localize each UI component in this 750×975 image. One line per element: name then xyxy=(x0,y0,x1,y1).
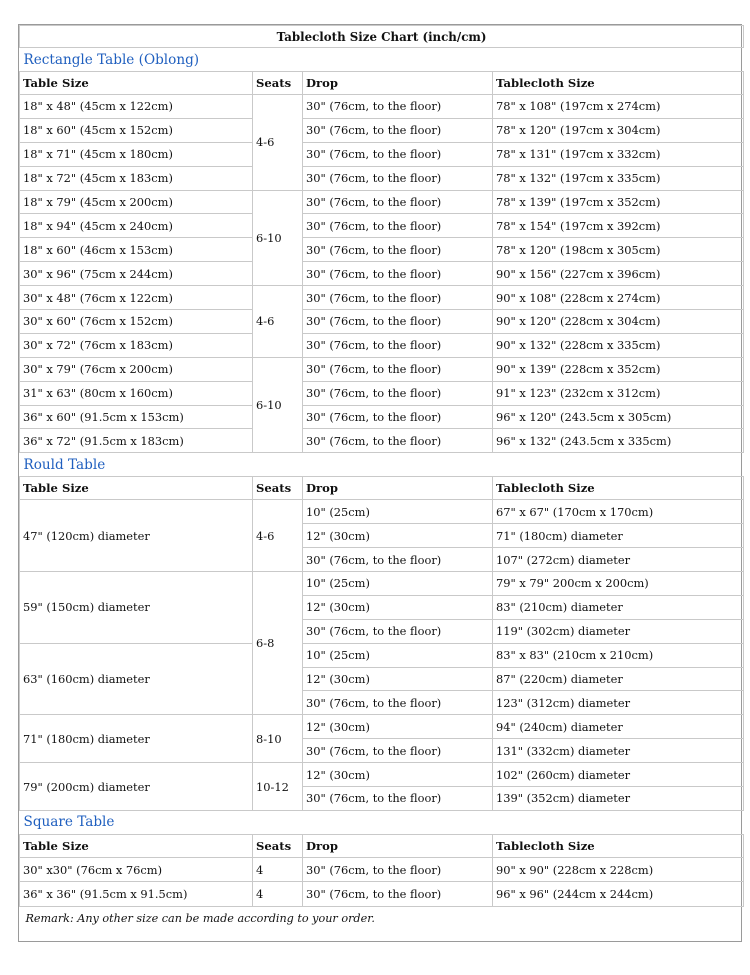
drop-cell: 30" (76cm, to the floor) xyxy=(303,142,493,166)
tablecloth-size-cell: 131" (332cm) diameter xyxy=(493,739,744,763)
tablecloth-size-cell: 78" x 120" (198cm x 305cm) xyxy=(493,238,744,262)
table-size-cell: 59" (150cm) diameter xyxy=(20,572,253,644)
drop-cell: 30" (76cm, to the floor) xyxy=(303,405,493,429)
table-row xyxy=(20,381,744,405)
round-section-heading: Rould Table xyxy=(20,453,744,477)
tablecloth-size-cell: 83" x 83" (210cm x 210cm) xyxy=(493,643,744,667)
tablecloth-size-cell: 78" x 154" (197cm x 392cm) xyxy=(493,214,744,238)
tablecloth-size-cell: 90" x 156" (227cm x 396cm) xyxy=(493,262,744,286)
tablecloth-size-cell: 119" (302cm) diameter xyxy=(493,619,744,643)
tablecloth-size-cell: 78" x 131" (197cm x 332cm) xyxy=(493,142,744,166)
table-size-cell: 36" x 72" (91.5cm x 183cm) xyxy=(20,429,253,453)
header-table-size: Table Size xyxy=(20,834,253,857)
drop-cell: 10" (25cm) xyxy=(303,500,493,524)
drop-cell: 30" (76cm, to the floor) xyxy=(303,357,493,381)
header-drop: Drop xyxy=(303,834,493,857)
tablecloth-size-cell: 139" (352cm) diameter xyxy=(493,787,744,811)
seats-cell: 10-12 xyxy=(253,763,303,811)
table-row xyxy=(20,643,744,667)
table-row xyxy=(20,262,744,286)
square-header-row xyxy=(20,834,744,857)
tablecloth-size-cell: 90" x 132" (228cm x 335cm) xyxy=(493,333,744,357)
table-row xyxy=(20,214,744,238)
table-size-cell: 30" x 60" (76cm x 152cm) xyxy=(20,310,253,334)
table-row xyxy=(20,857,744,882)
tablecloth-size-cell: 102" (260cm) diameter xyxy=(493,763,744,787)
table-size-cell: 30" x30" (76cm x 76cm) xyxy=(20,857,253,882)
tablecloth-size-cell: 78" x 108" (197cm x 274cm) xyxy=(493,95,744,119)
tablecloth-size-cell: 94" (240cm) diameter xyxy=(493,715,744,739)
header-seats: Seats xyxy=(253,72,303,95)
drop-cell: 12" (30cm) xyxy=(303,763,493,787)
seats-cell: 4-6 xyxy=(253,95,303,191)
table-size-cell: 30" x 72" (76cm x 183cm) xyxy=(20,333,253,357)
seats-cell: 4 xyxy=(253,882,303,907)
drop-cell: 30" (76cm, to the floor) xyxy=(303,548,493,572)
table-size-cell: 30" x 96" (75cm x 244cm) xyxy=(20,262,253,286)
header-drop: Drop xyxy=(303,477,493,500)
table-size-cell: 36" x 60" (91.5cm x 153cm) xyxy=(20,405,253,429)
seats-cell: 4-6 xyxy=(253,286,303,358)
tablecloth-size-cell: 91" x 123" (232cm x 312cm) xyxy=(493,381,744,405)
table-row xyxy=(20,166,744,190)
tablecloth-size-cell: 71" (180cm) diameter xyxy=(493,524,744,548)
table-size-cell: 18" x 72" (45cm x 183cm) xyxy=(20,166,253,190)
header-drop: Drop xyxy=(303,72,493,95)
tablecloth-size-cell: 78" x 132" (197cm x 335cm) xyxy=(493,166,744,190)
tablecloth-size-cell: 67" x 67" (170cm x 170cm) xyxy=(493,500,744,524)
tablecloth-size-cell: 107" (272cm) diameter xyxy=(493,548,744,572)
drop-cell: 30" (76cm, to the floor) xyxy=(303,310,493,334)
tablecloth-size-cell: 83" (210cm) diameter xyxy=(493,595,744,619)
table-size-cell: 18" x 48" (45cm x 122cm) xyxy=(20,95,253,119)
table-row xyxy=(20,357,744,381)
drop-cell: 30" (76cm, to the floor) xyxy=(303,691,493,715)
drop-cell: 30" (76cm, to the floor) xyxy=(303,333,493,357)
drop-cell: 30" (76cm, to the floor) xyxy=(303,262,493,286)
tablecloth-size-cell: 90" x 108" (228cm x 274cm) xyxy=(493,286,744,310)
table-row xyxy=(20,405,744,429)
tablecloth-size-cell: 79" x 79" 200cm x 200cm) xyxy=(493,572,744,596)
table-size-cell: 31" x 63" (80cm x 160cm) xyxy=(20,381,253,405)
drop-cell: 30" (76cm, to the floor) xyxy=(303,429,493,453)
tablecloth-size-chart xyxy=(18,24,742,942)
size-chart-table xyxy=(19,25,744,930)
table-size-cell: 18" x 60" (46cm x 153cm) xyxy=(20,238,253,262)
drop-cell: 12" (30cm) xyxy=(303,715,493,739)
table-row xyxy=(20,95,744,119)
drop-cell: 30" (76cm, to the floor) xyxy=(303,381,493,405)
seats-cell: 6-10 xyxy=(253,190,303,286)
tablecloth-size-cell: 90" x 90" (228cm x 228cm) xyxy=(493,857,744,882)
header-seats: Seats xyxy=(253,477,303,500)
drop-cell: 12" (30cm) xyxy=(303,667,493,691)
tablecloth-size-cell: 90" x 139" (228cm x 352cm) xyxy=(493,357,744,381)
drop-cell: 30" (76cm, to the floor) xyxy=(303,882,493,907)
table-row xyxy=(20,118,744,142)
drop-cell: 12" (30cm) xyxy=(303,524,493,548)
table-size-cell: 79" (200cm) diameter xyxy=(20,763,253,811)
table-size-cell: 47" (120cm) diameter xyxy=(20,500,253,572)
tablecloth-size-cell: 96" x 96" (244cm x 244cm) xyxy=(493,882,744,907)
rectangle-section-heading: Rectangle Table (Oblong) xyxy=(20,48,744,72)
table-row xyxy=(20,333,744,357)
drop-cell: 30" (76cm, to the floor) xyxy=(303,118,493,142)
table-row xyxy=(20,286,744,310)
drop-cell: 30" (76cm, to the floor) xyxy=(303,166,493,190)
table-row xyxy=(20,142,744,166)
tablecloth-size-cell: 78" x 139" (197cm x 352cm) xyxy=(493,190,744,214)
table-row xyxy=(20,500,744,524)
header-tablecloth-size: Tablecloth Size xyxy=(493,834,744,857)
drop-cell: 30" (76cm, to the floor) xyxy=(303,286,493,310)
drop-cell: 30" (76cm, to the floor) xyxy=(303,214,493,238)
table-size-cell: 30" x 48" (76cm x 122cm) xyxy=(20,286,253,310)
drop-cell: 30" (76cm, to the floor) xyxy=(303,857,493,882)
header-tablecloth-size: Tablecloth Size xyxy=(493,477,744,500)
header-seats: Seats xyxy=(253,834,303,857)
square-section-heading: Square Table xyxy=(20,810,744,834)
table-size-cell: 18" x 94" (45cm x 240cm) xyxy=(20,214,253,238)
header-table-size: Table Size xyxy=(20,72,253,95)
table-row xyxy=(20,238,744,262)
table-size-cell: 36" x 36" (91.5cm x 91.5cm) xyxy=(20,882,253,907)
drop-cell: 30" (76cm, to the floor) xyxy=(303,787,493,811)
tablecloth-size-cell: 96" x 132" (243.5cm x 335cm) xyxy=(493,429,744,453)
round-header-row xyxy=(20,477,744,500)
tablecloth-size-cell: 78" x 120" (197cm x 304cm) xyxy=(493,118,744,142)
header-table-size: Table Size xyxy=(20,477,253,500)
drop-cell: 30" (76cm, to the floor) xyxy=(303,238,493,262)
table-size-cell: 18" x 79" (45cm x 200cm) xyxy=(20,190,253,214)
table-row xyxy=(20,310,744,334)
drop-cell: 30" (76cm, to the floor) xyxy=(303,619,493,643)
seats-cell: 4-6 xyxy=(253,500,303,572)
table-row xyxy=(20,190,744,214)
table-row xyxy=(20,715,744,739)
drop-cell: 30" (76cm, to the floor) xyxy=(303,95,493,119)
table-size-cell: 63" (160cm) diameter xyxy=(20,643,253,715)
table-row xyxy=(20,572,744,596)
seats-cell: 6-10 xyxy=(253,357,303,453)
drop-cell: 10" (25cm) xyxy=(303,572,493,596)
header-tablecloth-size: Tablecloth Size xyxy=(493,72,744,95)
drop-cell: 30" (76cm, to the floor) xyxy=(303,190,493,214)
tablecloth-size-cell: 96" x 120" (243.5cm x 305cm) xyxy=(493,405,744,429)
seats-cell: 8-10 xyxy=(253,715,303,763)
drop-cell: 12" (30cm) xyxy=(303,595,493,619)
table-row xyxy=(20,763,744,787)
table-size-cell: 18" x 71" (45cm x 180cm) xyxy=(20,142,253,166)
rectangle-header-row xyxy=(20,72,744,95)
seats-cell: 4 xyxy=(253,857,303,882)
seats-cell: 6-8 xyxy=(253,572,303,715)
chart-title: Tablecloth Size Chart (inch/cm) xyxy=(20,26,744,48)
table-size-cell: 71" (180cm) diameter xyxy=(20,715,253,763)
table-row xyxy=(20,882,744,907)
table-size-cell: 30" x 79" (76cm x 200cm) xyxy=(20,357,253,381)
drop-cell: 30" (76cm, to the floor) xyxy=(303,739,493,763)
remark-text: Remark: Any other size can be made according to your order. xyxy=(25,911,375,925)
table-size-cell: 18" x 60" (45cm x 152cm) xyxy=(20,118,253,142)
tablecloth-size-cell: 90" x 120" (228cm x 304cm) xyxy=(493,310,744,334)
table-row xyxy=(20,429,744,453)
tablecloth-size-cell: 87" (220cm) diameter xyxy=(493,667,744,691)
tablecloth-size-cell: 123" (312cm) diameter xyxy=(493,691,744,715)
drop-cell: 10" (25cm) xyxy=(303,643,493,667)
